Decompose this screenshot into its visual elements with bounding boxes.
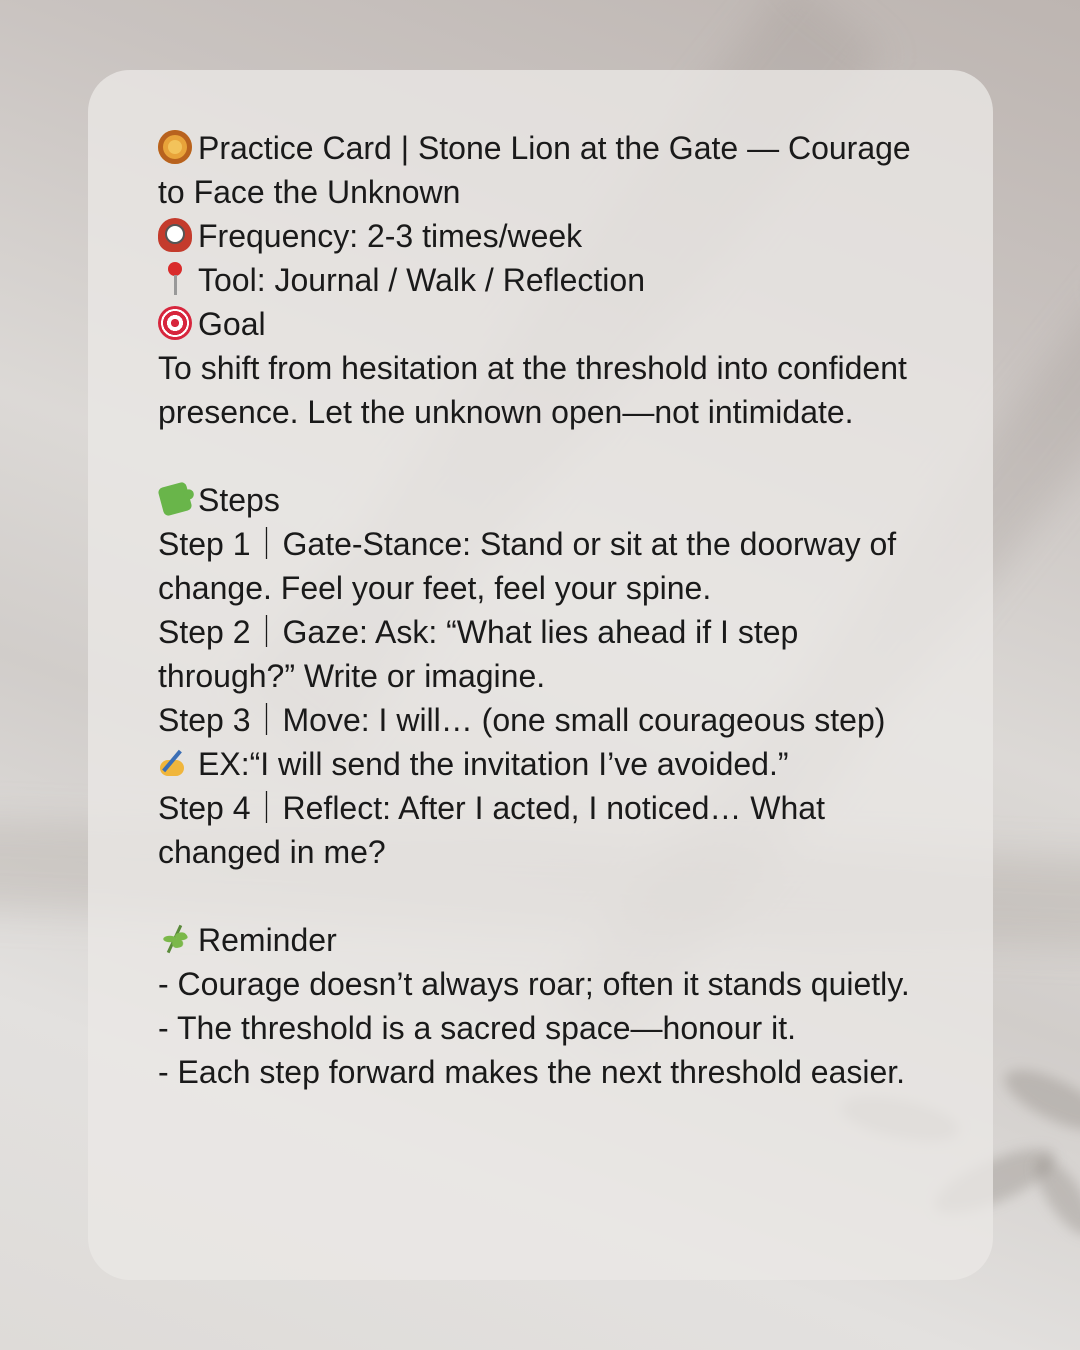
frequency-text: Frequency: 2-3 times/week [198,218,583,254]
reminder-heading-line [158,918,938,962]
card-title-line [158,126,938,214]
steps-heading-line [158,478,938,522]
step-item: Step 1｜Gate-Stance: Stand or sit at the doorway of change. Feel your feet, feel your spine. [158,526,897,606]
step-item: Step 2｜Gaze: Ask: “What lies ahead if I step through?” Write or imagine. [158,614,799,694]
steps-heading: Steps [198,482,280,518]
reminder-item: - The threshold is a sacred space—honour it. [158,1010,796,1046]
writing-hand-icon [158,746,192,780]
spacer [158,434,938,478]
goal-text: To shift from hesitation at the threshold into confident presence. Let the unknown open—not intimidate. [158,350,907,430]
direct-hit-target-icon [158,306,192,340]
step-item: Step 4｜Reflect: After I acted, I noticed… What changed in me? [158,790,825,870]
puzzle-piece-icon [157,481,192,516]
herb-icon [158,922,192,956]
goal-heading-line [158,302,938,346]
goal-heading: Goal [198,306,266,342]
card-title: Practice Card | Stone Lion at the Gate — Courage to Face the Unknown [158,130,911,210]
frequency-line [158,214,938,258]
tool-text: Tool: Journal / Walk / Reflection [198,262,645,298]
tool-line [158,258,938,302]
round-pushpin-icon [158,262,192,296]
example-text: EX:“I will send the invitation I’ve avoided.” [198,746,789,782]
mantelpiece-clock-icon [158,218,192,252]
example-line [158,742,938,786]
lion-face-icon [158,130,192,164]
reminder-heading: Reminder [198,922,337,958]
reminder-item: - Each step forward makes the next threshold easier. [158,1054,906,1090]
reminder-item: - Courage doesn’t always roar; often it stands quietly. [158,966,910,1002]
card-content [158,126,938,1094]
step-item: Step 3｜Move: I will… (one small courageous step) [158,702,886,738]
spacer [158,874,938,918]
